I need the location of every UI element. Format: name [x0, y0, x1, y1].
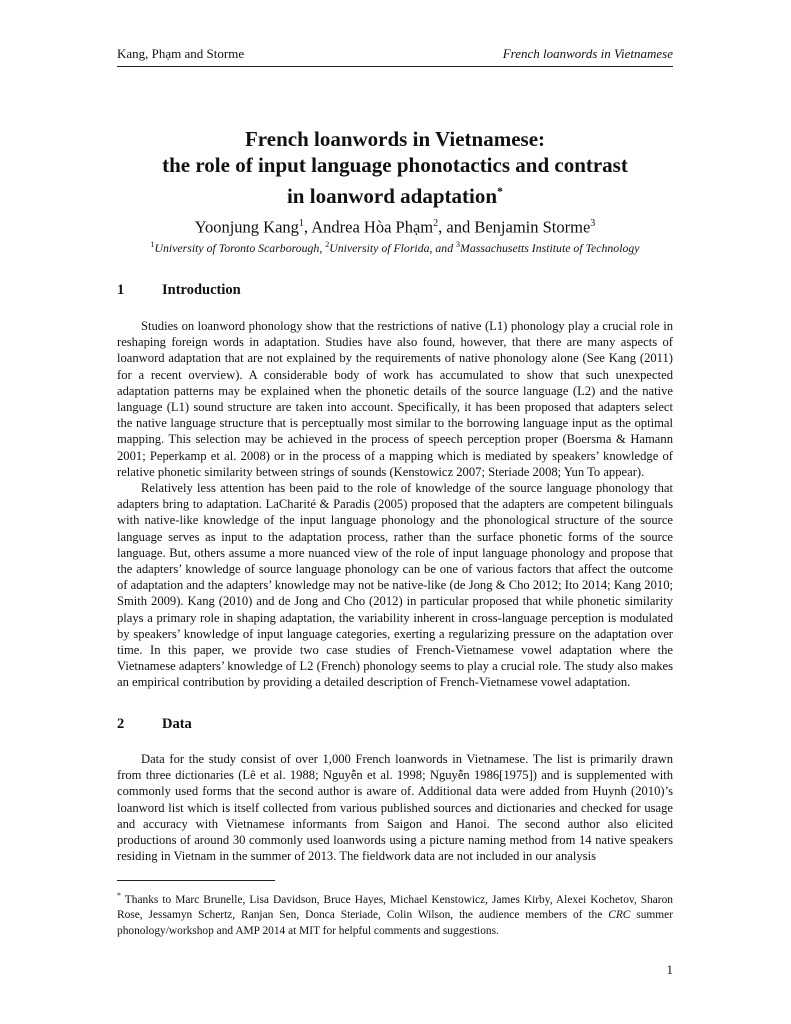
title-line-3: [117, 178, 673, 209]
title-footnote-mark: *: [497, 184, 504, 198]
author-separator: , and: [438, 217, 475, 237]
footnote: [117, 888, 673, 939]
page-number: 1: [666, 962, 673, 977]
footnote-mark: *: [117, 891, 121, 900]
affiliation-name: University of Toronto Scarborough,: [154, 240, 326, 255]
affiliation-mark: 2: [325, 240, 330, 249]
affiliation-mark: 1: [150, 240, 155, 249]
affiliation-list: [117, 237, 673, 256]
affiliation-mark: 3: [456, 240, 461, 249]
section-title: Introduction: [162, 282, 241, 298]
footnote-text: summer phonology/workshop and AMP 2014 at MIT for helpful comments and suggestions.: [117, 909, 673, 937]
section-number: 1: [117, 282, 125, 298]
body-paragraph: Data for the study consist of over 1,000 French loanwords in Vietnamese. The list is primarily drawn from three dictionaries (Lê et al. 1988; Nguyễn et al. 1998; Nguyễn 1986[1975]) and is supplemented with commonly used forms that the second author is aware of. Additional data were added from Huynh (2010)’s loanword list which is itself collected from various published sources and dictionaries and checked for usage and accuracy with Vietnamese informants from Saigon and Hanoi. The second author also elicited productions of around 30 commonly used loanwords using a picture naming method from 14 native speakers residing in Vietnam in the summer of 2013. The fieldwork data are not included in our analysis: [117, 752, 673, 864]
author-affiliation-mark: 2: [433, 218, 439, 229]
title-line-2: the role of input language phonotactics and contrast: [162, 153, 628, 177]
author-name: Benjamin Storme: [474, 217, 591, 237]
author-name: Yoonjung Kang: [194, 217, 299, 237]
section-title: Data: [162, 716, 192, 732]
introduction-body: [117, 318, 673, 691]
footnote-italic-text: CRC: [608, 909, 631, 922]
title-line-3-text: in loanword adaptation: [286, 184, 498, 208]
running-header-title: French loanwords in Vietnamese: [502, 46, 673, 61]
data-body: [117, 751, 673, 864]
section-heading-introduction: [117, 282, 241, 299]
footnote-text: Thanks to Marc Brunelle, Lisa Davidson, Bruce Hayes, Michael Kenstowicz, James Kirby, Alexei Kochetov, Sharon Rose, Jessamyn Schertz, Ranjan Sen, Donca Steriade, Colin Wilson, the audience members of the: [117, 893, 673, 922]
author-list: [117, 213, 673, 239]
author-name: Andrea Hòa Phạm: [311, 217, 434, 237]
section-heading-data: [117, 716, 192, 733]
affiliation-name: University of Florida, and: [329, 240, 457, 255]
body-paragraph: Relatively less attention has been paid to the role of knowledge of the source language phonology that adapters bring to adaptation. LaCharité & Paradis (2005) proposed that the adapters are competent bilinguals with native-like knowledge of the input language phonology and the phonological structure of the source language serves as input to the adaptation process, rather than the surface phonetic forms of the source language. But, others assume a more nuanced view of the role of input language phonology and propose that the adapters’ knowledge of source language phonology can be one of various factors that affect the outcome of adaptation and the adapters’ knowledge may not be native-like (de Jong & Cho 2012; Ito 2014; Kang 2010; Smith 2009). Kang (2010) and de Jong and Cho (2012) in particular proposed that while phonetic similarity plays a primary role in shaping adaptation, the variability inherent in cross-language perception is modulated by speakers’ knowledge of input language categories, exerting a regularizing pressure on the adaptation over time. In this paper, we provide two case studies of French-Vietnamese vowel adaptation where the Vietnamese adapters’ knowledge of L2 (French) phonology seems to play a crucial role. The study also makes an empirical contribution by providing a detailed description of French-Vietnamese vowel adaptation.: [117, 481, 673, 690]
author-affiliation-mark: 1: [298, 218, 304, 229]
body-paragraph: Studies on loanword phonology show that the restrictions of native (L1) phonology play a crucial role in reshaping foreign words in adaptation. Studies have also found, however, that there are many aspects of loanword adaptation that are not explained by the requirements of native phonology alone (See Kang (2011) for a recent overview). A considerable body of work has accumulated to show that such unexpected adaptation patterns may be explained when the phonetic details of the source language (L2) and the native language (L1) sound structure are taken into account. Specifically, it has been proposed that adapters select the native language structure that is perceptually most similar to the borrowing language input as the optimal mapping. This selection may be achieved in the process of speech perception proper (Boersma & Hamann 2001; Peperkamp et al. 2008) or in the process of a mapping which is mediated by speakers’ knowledge of relative phonetic similarity between strings of sounds (Kenstowicz 2007; Steriade 2008; Yun To appear).: [117, 319, 673, 479]
author-separator: ,: [303, 217, 312, 237]
affiliation-name: Massachusetts Institute of Technology: [460, 240, 640, 255]
author-affiliation-mark: 3: [590, 218, 596, 229]
footnote-divider: [117, 880, 275, 881]
header-divider: [117, 66, 673, 67]
section-number: 2: [117, 716, 125, 732]
title-line-1: French loanwords in Vietnamese:: [244, 127, 546, 151]
paper-title: [117, 126, 673, 209]
running-header-authors: Kang, Phạm and Storme: [117, 46, 245, 61]
